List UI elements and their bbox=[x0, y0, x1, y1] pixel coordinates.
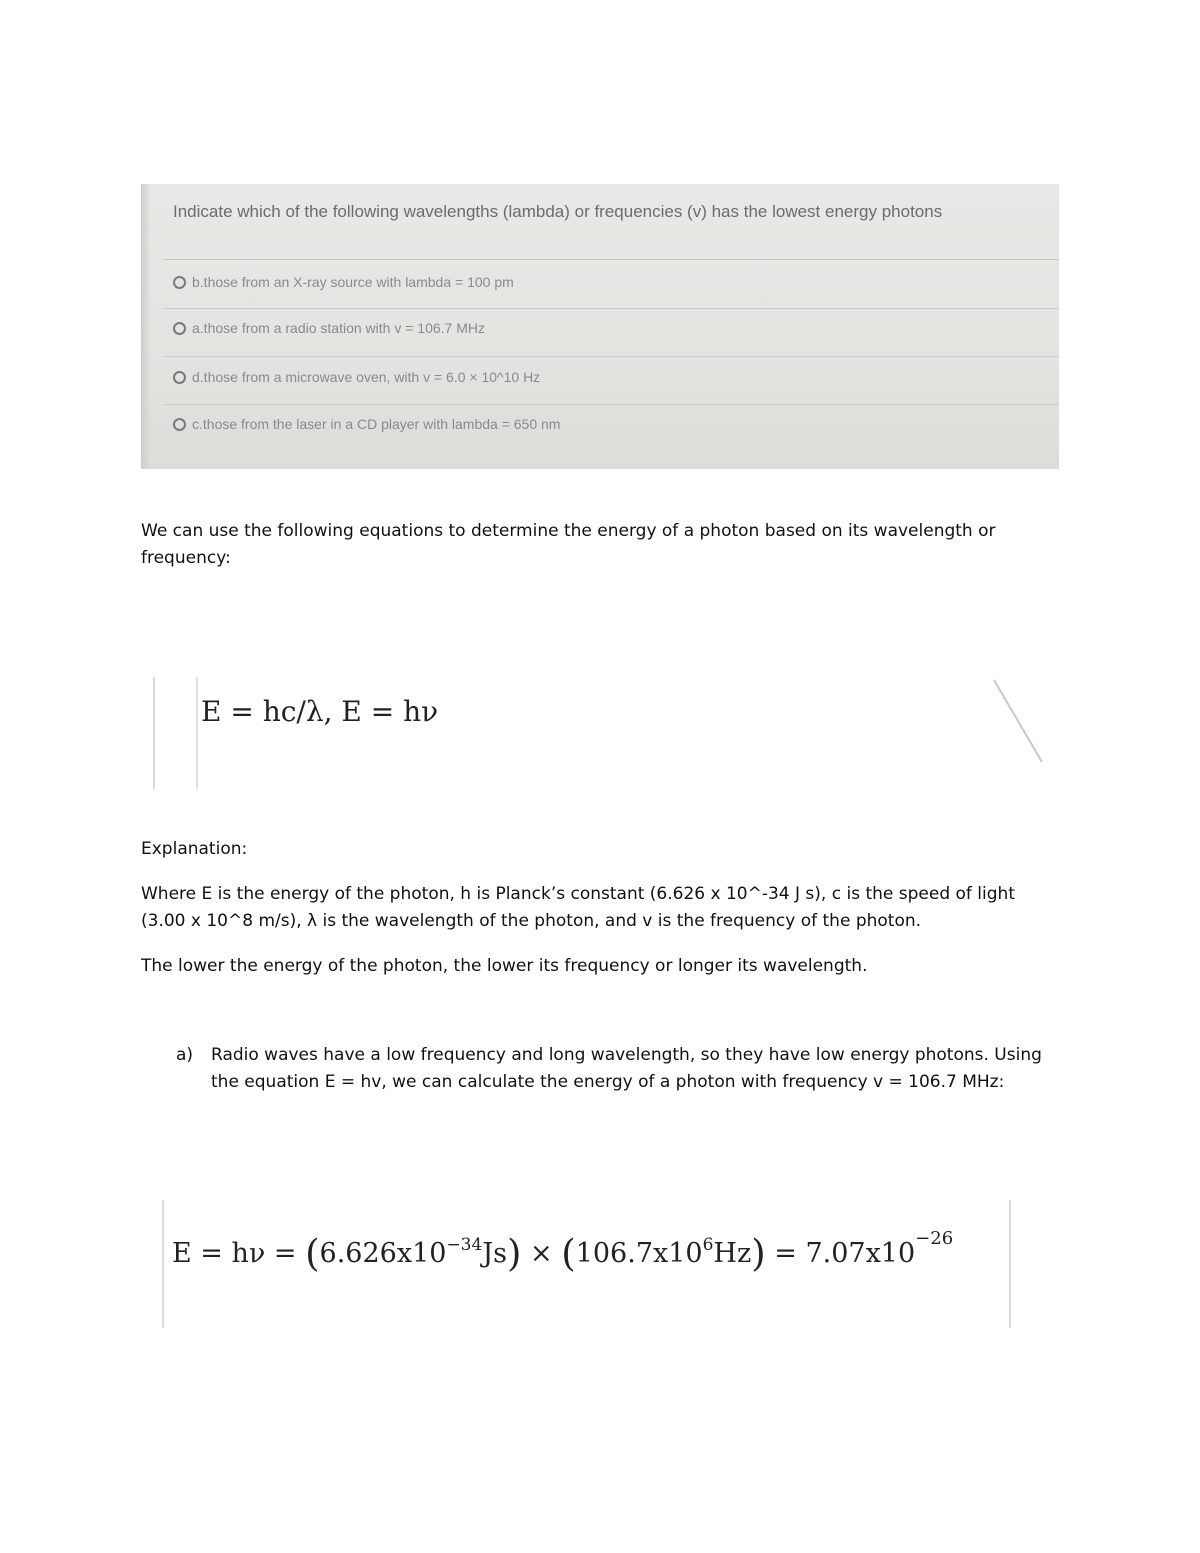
equation-image-border bbox=[1009, 1200, 1011, 1328]
radio-icon[interactable] bbox=[173, 371, 186, 384]
summary-paragraph: The lower the energy of the photon, the lower its frequency or longer its wavelength. bbox=[141, 956, 868, 976]
equation-image-border bbox=[196, 677, 198, 789]
close-paren: ) bbox=[751, 1232, 766, 1275]
quiz-option-label: a.those from a radio station with v = 106.7 MHz bbox=[192, 320, 485, 336]
planck-constant-base: 6.626x10 bbox=[319, 1238, 447, 1269]
quiz-option-d[interactable] bbox=[173, 366, 540, 388]
equation-energy-formulas: E = hc/λ, E = hν bbox=[201, 695, 439, 728]
planck-constant-exponent: −34 bbox=[446, 1235, 483, 1255]
quiz-divider bbox=[163, 356, 1059, 357]
quiz-option-label: c.those from the laser in a CD player with lambda = 650 nm bbox=[192, 416, 561, 432]
frequency-exponent: 6 bbox=[702, 1235, 714, 1255]
quiz-divider bbox=[163, 404, 1059, 405]
image-crop-line bbox=[990, 678, 1050, 768]
radio-icon[interactable] bbox=[173, 322, 186, 335]
quiz-left-edge bbox=[141, 184, 151, 469]
quiz-option-label: d.those from a microwave oven, with v = 6.0 × 10^10 Hz bbox=[192, 369, 541, 385]
frequency-unit: Hz bbox=[713, 1238, 752, 1269]
intro-paragraph: We can use the following equations to determine the energy of a photon based on its wavelength or frequency: bbox=[141, 521, 996, 568]
equation-lhs: E = hν = bbox=[172, 1238, 297, 1269]
quiz-option-b[interactable] bbox=[173, 271, 514, 293]
frequency-base: 106.7x10 bbox=[575, 1238, 703, 1269]
equation-energy-calculation bbox=[172, 1228, 954, 1275]
quiz-divider bbox=[163, 308, 1059, 309]
quiz-question: Indicate which of the following wavelengths (lambda) or frequencies (v) has the lowest energy photons bbox=[173, 202, 943, 221]
quiz-screenshot bbox=[141, 184, 1059, 469]
quiz-option-c[interactable] bbox=[173, 413, 560, 435]
equation-image-border bbox=[162, 1200, 164, 1328]
result-base: 7.07x10 bbox=[805, 1238, 916, 1269]
equals-sign: = bbox=[774, 1238, 797, 1269]
quiz-option-a[interactable] bbox=[173, 317, 485, 339]
explanation-heading: Explanation: bbox=[141, 839, 248, 859]
explanation-paragraph: Where E is the energy of the photon, h is Planck’s constant (6.626 x 10^-34 J s), c is the speed of light (3.00 x 10^8 m/s), λ is the wavelength of the photon, and v is the frequency of the photon. bbox=[141, 884, 1015, 931]
close-paren: ) bbox=[507, 1232, 522, 1275]
quiz-option-label: b.those from an X-ray source with lambda = 100 pm bbox=[192, 274, 514, 290]
quiz-divider bbox=[163, 259, 1059, 260]
radio-icon[interactable] bbox=[173, 276, 186, 289]
times-sign: × bbox=[530, 1238, 553, 1269]
open-paren: ( bbox=[305, 1232, 320, 1275]
radio-icon[interactable] bbox=[173, 418, 186, 431]
list-item-text: Radio waves have a low frequency and long wavelength, so they have low energy photons. Using the equation E = hv, we can calculate the energy of a photon with frequency v = 106.7 MHz: bbox=[211, 1045, 1042, 1092]
result-exponent: −26 bbox=[915, 1228, 954, 1249]
list-marker: a) bbox=[176, 1045, 194, 1065]
open-paren: ( bbox=[561, 1232, 576, 1275]
equation-image-border bbox=[153, 677, 155, 789]
planck-constant-unit: Js bbox=[482, 1238, 508, 1269]
